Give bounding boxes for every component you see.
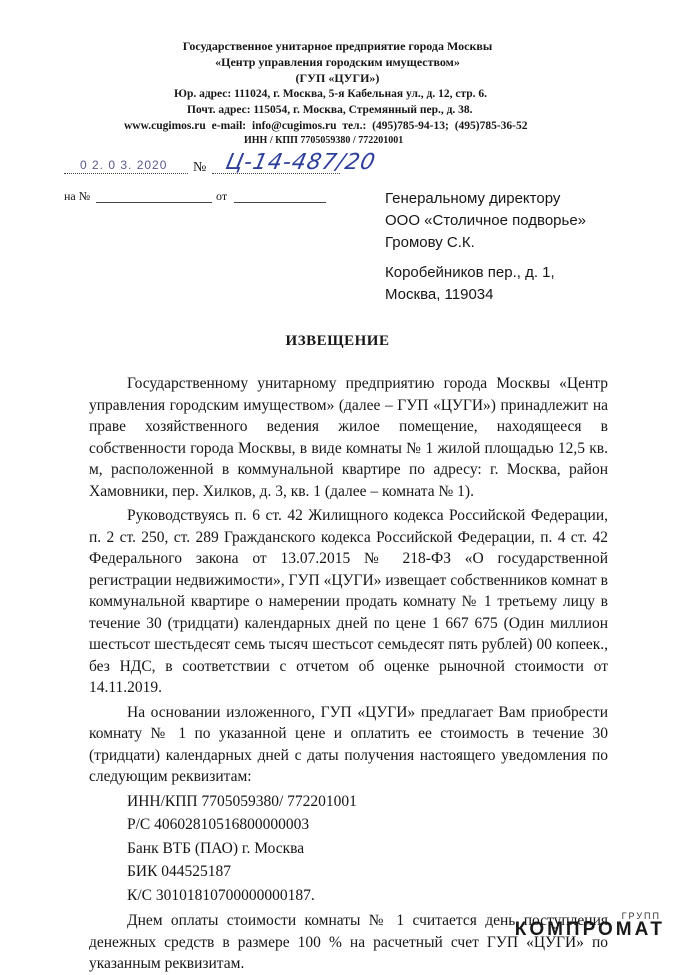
requisite-inn-kpp: ИНН/КПП 7705059380/ 772201001 — [127, 792, 357, 810]
requisite-bank: Банк ВТБ (ПАО) г. Москва — [127, 839, 305, 857]
number-sign: № — [193, 160, 207, 175]
requisite-account: Р/С 40602810516800000003 — [127, 816, 310, 833]
requisites-list — [89, 790, 608, 908]
paragraph-payment-day: Днем оплаты стоимости комнаты № 1 считается день поступления денежных средств в размере 100 % на расчетный счет ГУП «ЦУГИ» по указанным реквизитам. — [89, 912, 608, 972]
paragraph-offer: На основании изложенного, ГУП «ЦУГИ» предлагает Вам приобрести комнату № 1 по указанной цене и оплатить ее стоимость в течение 30 (тридцати) календарных дней с даты получения настоящего уведомления по следующим реквизитам: — [89, 703, 608, 785]
addressee-company: ООО «Столичное подворье» — [385, 212, 587, 229]
letterhead-legal-address: Юр. адрес: 111024, г. Москва, 5-я Кабельная ул., д. 12, стр. 6. — [174, 88, 488, 100]
document-body — [89, 373, 608, 975]
addressee-position: Генеральному директору — [385, 190, 561, 207]
letterhead-org-short: (ГУП «ЦУГИ») — [295, 71, 380, 85]
date-line — [64, 173, 188, 174]
letterhead-postal-address: Почт. адрес: 115054, г. Москва, Стремянный пер., д. 38. — [187, 104, 473, 116]
addressee-name: Громову С.К. — [385, 234, 475, 251]
addressee-street: Коробейников пер., д. 1, — [385, 264, 555, 281]
letterhead-org-line1: Государственное унитарное предприятие города Москвы — [182, 39, 493, 53]
letterhead-inn-kpp: ИНН / КПП 7705059380 / 772201001 — [244, 135, 404, 146]
addressee-city: Москва, 119034 — [385, 286, 494, 303]
on-number-line — [96, 202, 212, 203]
requisite-bik: БИК 044525187 — [127, 863, 232, 880]
from-label: от — [216, 189, 228, 203]
document-title: ИЗВЕЩЕНИЕ — [285, 333, 390, 349]
requisite-corr-account: К/С 30101810700000000187. — [127, 886, 315, 904]
date-stamp: 0 2. 0 3. 2020 — [80, 158, 168, 172]
from-line — [234, 202, 326, 203]
letterhead-org-line2: «Центр управления городским имуществом» — [215, 55, 460, 69]
watermark-small: ГРУПП — [621, 911, 661, 921]
watermark-logo: КОМПРОМАТ — [514, 919, 665, 940]
paragraph-notice: Руководствуясь п. 6 ст. 42 Жилищного кодекса Российской Федерации, п. 2 ст. 250, ст. 289 Гражданского кодекса Российской Федерации, п. 4 ст. 42 Федерального закона от 13.07.2015 № 218-ФЗ «О государственной регистрации недвижимости», ГУП «ЦУГИ» извещает собственников комнат в коммунальной квартире о намерении продать комнату № 1 третьему лицу в течение 30 (тридцати) календарных дней по цене 1 667 675 (Один миллион шестьсот шестьдесят семь тысяч шестьсот семьдесят пять рублей) 00 копеек., без НДС, в соответствии с отчетом об оценке рыночной стоимости от 14.11.2019. — [89, 507, 608, 696]
letterhead-contacts: www.cugimos.ru e-mail: info@cugimos.ru тел.: (495)785-94-13; (495)785-36-52 — [124, 120, 528, 132]
handwritten-number: Ц-14-487/20 — [223, 150, 379, 175]
paragraph-ownership: Государственному унитарному предприятию города Москвы «Центр управления городским имуществом» (далее – ГУП «ЦУГИ») принадлежит на праве хозяйственного ведения жилое помещение, находящееся в собственности города Москвы, в виде комнаты № 1 жилой площадью 12,5 кв. м, расположенной в коммунальной квартире по адресу: г. Москва, район Хамовники, пер. Хилков, д. 3, кв. 1 (далее – комната № 1). — [89, 375, 608, 500]
on-number-label: на № — [64, 189, 91, 203]
